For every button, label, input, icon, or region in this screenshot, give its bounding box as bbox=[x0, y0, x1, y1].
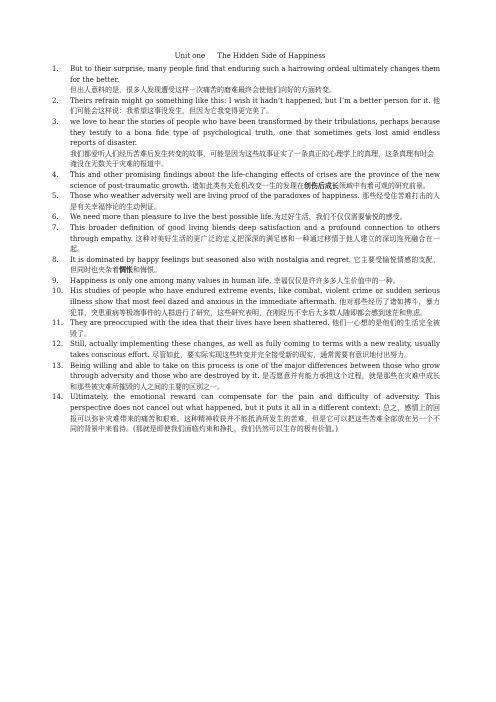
unit-title: The Hidden Side of Happiness bbox=[217, 52, 326, 60]
list-item bbox=[52, 286, 440, 318]
item-number: 14. bbox=[52, 393, 64, 402]
english-sentence: We need more than pleasure to live the best possible life.为过好生活，我们不仅仅需要愉悦的感受。 bbox=[70, 213, 407, 222]
unit-label: Unit one bbox=[174, 52, 206, 60]
list-item bbox=[52, 117, 440, 170]
list-item bbox=[52, 212, 440, 223]
item-number: 1. bbox=[52, 65, 59, 73]
item-number: 11. bbox=[52, 319, 64, 328]
list-item bbox=[52, 96, 440, 117]
list-item bbox=[52, 318, 441, 339]
item-number: 7. bbox=[52, 223, 59, 232]
list-item bbox=[52, 339, 440, 360]
list-item bbox=[52, 361, 440, 393]
chinese-translation: 我们都爱听人们经历苦难后发生转变的故事，可能是因为这些故事证实了一条真正的心理学上的真理，这条真理有时会淹没在无数关于灾难的报道中。 bbox=[70, 149, 434, 169]
list-item bbox=[52, 170, 440, 191]
english-sentence: They are preoccupied with the idea that their lives have been shattered. 他们一心想的是他们的生活完全被毁了。 bbox=[70, 319, 441, 338]
list-item bbox=[52, 223, 440, 255]
english-sentence: Still, actually implementing these changes, as well as fully coming to terms with a new reality, usually takes conscious effort. 尽管如此，要实际实现这些转变并完全接受新的现实，通常需要有意识地付出努力。 bbox=[70, 340, 440, 360]
item-number: 13. bbox=[52, 361, 64, 370]
list-item bbox=[52, 255, 441, 276]
item-number: 2. bbox=[52, 96, 59, 105]
chinese-translation: 他们可能会这样说：我希望这事没发生，但因为它我变得更完美了。 bbox=[70, 96, 440, 116]
item-number: 3. bbox=[52, 117, 59, 126]
sentence-list bbox=[52, 64, 441, 435]
english-sentence: Ultimately, the emotional reward can compensate for the pain and difficulty of adversity. This perspective does not cancel out what happened, but it puts it all in a different context: 总之，感情上的回报可以弥补灾难带来的痛苦和艰难。这种精神收获并不能抵消所发生的苦难，但是它可以把这些苦难全部放在另一个不同的背景中来看待。(那就是即使我们面临灼束和挣扎，我们仍然可以生存的极有价值。) bbox=[70, 393, 441, 434]
chinese-translation: 为过好生活，我们不仅仅需要愉悦的感受。 bbox=[273, 213, 407, 222]
chinese-translation: 幸福仅仅是许许多多人生价值中的一种。 bbox=[273, 276, 400, 285]
list-item bbox=[52, 191, 440, 212]
english-sentence: Those who weather adversity well are living proof of the paradoxes of happiness. 那些经受住苦难打击的人是有关幸福悖论的生动例证。 bbox=[70, 192, 440, 211]
list-item bbox=[52, 64, 440, 96]
list-item bbox=[52, 276, 440, 287]
chinese-translation: 这种对美好生活的更广泛的定义把深深的满足感和一种通过移情于他人建立的深切连死融合在一起。 bbox=[70, 234, 440, 254]
chinese-translation: 尽管如此，要实际实现这些转变并完全接受新的现实，通常需要有意识地付出努力。 bbox=[152, 351, 412, 360]
item-number: 6. bbox=[52, 213, 59, 222]
chinese-translation: 诸如此类有关危机改变一生的发现在创伤后成长领域中有着可观的研究前景。 bbox=[191, 180, 430, 190]
chinese-translation: 但出人意料的是，很多人发现遭受这样一次痛苦的磨难最终会使他们向好的方面转变。 bbox=[70, 86, 336, 95]
chinese-translation: 总之，感情上的回报可以弥补灾难带来的痛苦和艰难。这种精神收获并不能抵消所发生的苦难，但是它可以把这些苦难全部放在另一个不同的背景中来看待。(那就是即使我们面临灼束和挣扎，我们仍然可以生存的极有价值。) bbox=[70, 404, 441, 434]
item-number: 5. bbox=[52, 192, 59, 201]
english-sentence: Theirs refrain might go something like this: I wish it hadn’t happened, but I’m a better person for it. 他们可能会这样说：我希望这事没发生，但因为它我变得更完美了。 bbox=[70, 96, 440, 116]
english-sentence: But to their surprise, many people find that enduring such a harrowing ordeal ultimately changes them for the better. bbox=[70, 65, 440, 84]
english-sentence: This broader definition of good living blends deep satisfaction and a profound connection to others through empathy. 这种对美好生活的更广泛的定义把深深的满足感和一种通过移情于他人建立的深切连死融合在一起。 bbox=[70, 223, 440, 254]
item-number: 8. bbox=[52, 255, 59, 264]
list-item bbox=[52, 392, 441, 434]
chinese-translation: 他们一心想的是他们的生活完全被毁了。 bbox=[70, 319, 441, 338]
item-number: 12. bbox=[52, 340, 64, 349]
english-sentence: His studies of people who have endured extreme events, like combat, violent crime or sudden serious illness show that most feel dazed and anxious in the immediate aftermath. 他对那些经历了诸如搏斗，暴力犯罪，突患重病等极端事件的人群进行了研究，这些研究表明，在刚经历不幸后大多数人随即都会感到迷茫和焦虑。 bbox=[70, 287, 440, 317]
page-title bbox=[70, 51, 440, 61]
english-sentence: Being willing and able to take on this process is one of the major differences between those who grow through adversity and those who are destroyed by it. 是否愿意并有能力承担这个过程，就是那些在灾难中成长和那些被灾难所摧毁的人之间的主要的区别之一。 bbox=[70, 361, 440, 391]
chinese-translation: 他对那些经历了诸如搏斗，暴力犯罪，突患重病等极端事件的人群进行了研究，这些研究表明，在刚经历不幸后大多数人随即都会感到迷茫和焦虑。 bbox=[70, 298, 440, 317]
item-number: 9. bbox=[52, 276, 59, 285]
english-sentence: This and other promising findings about the life-changing effects of crises are the province of the new science of post-traumatic growth. 诸如此类有关危机改变一生的发现在创伤后成长领域中有着可观的研究前景。 bbox=[70, 170, 440, 190]
english-sentence: It is dominated by happy feelings but seasoned also with nostalgia and regret. 它主要受愉悦情感的支配，但同时也夹杂着惆怅和悔恨。 bbox=[70, 255, 441, 275]
item-number: 10. bbox=[52, 287, 64, 296]
item-number: 4. bbox=[52, 170, 59, 179]
chinese-translation: 那些经受住苦难打击的人是有关幸福悖论的生动例证。 bbox=[70, 192, 440, 211]
english-sentence: Happiness is only one among many values in human life, 幸福仅仅是许许多多人生价值中的一种。 bbox=[70, 276, 400, 285]
english-sentence: we love to hear the stories of people who have been transformed by their tribulations, perhaps because they testify to a bona fide type of psychological truth, one that sometimes gets lost amid endless reports of disaster. bbox=[70, 117, 440, 148]
chinese-translation: 是否愿意并有能力承担这个过程，就是那些在灾难中成长和那些被灾难所摧毁的人之间的主要的区别之一。 bbox=[70, 372, 440, 391]
chinese-translation: 它主要受愉悦情感的支配，但同时也夹杂着惆怅和悔恨。 bbox=[70, 255, 441, 275]
